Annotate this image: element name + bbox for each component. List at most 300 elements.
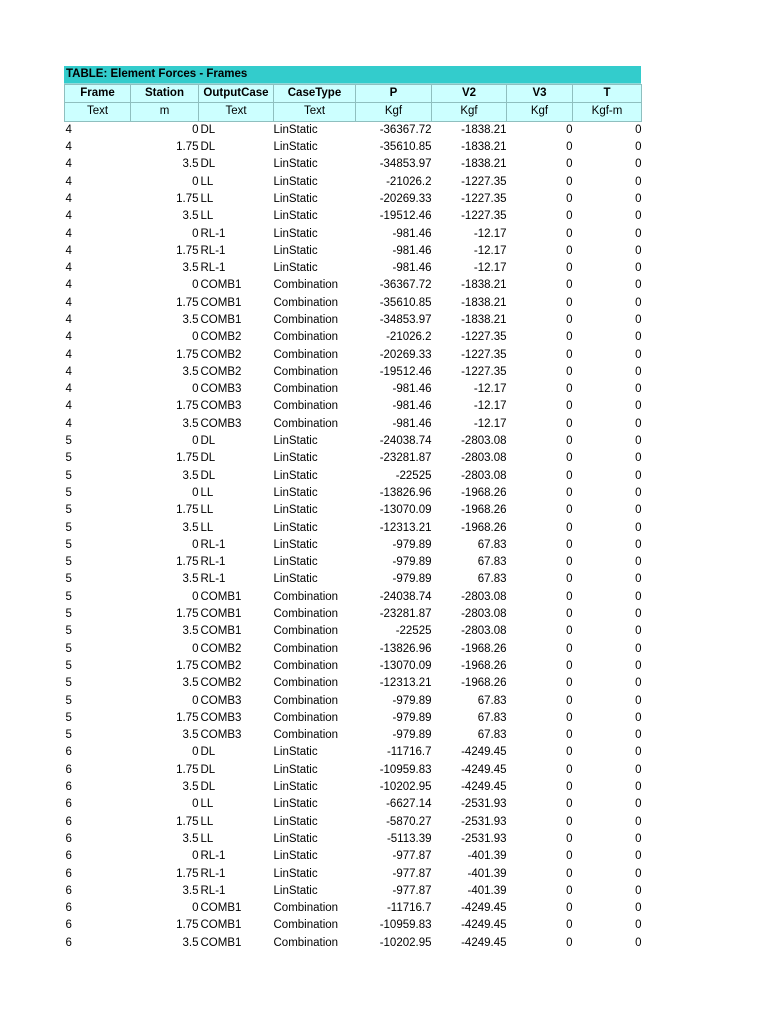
cell-frame[interactable]: 6 (65, 798, 72, 811)
cell-station[interactable]: 1.75 (176, 608, 199, 621)
cell-p[interactable]: -981.46 (392, 244, 432, 257)
cell-frame[interactable]: 5 (65, 504, 72, 517)
cell-v3[interactable]: 0 (566, 729, 573, 742)
cell-v2[interactable]: -12.17 (473, 262, 507, 275)
cell-t[interactable]: 0 (635, 642, 642, 655)
cell-p[interactable]: -34853.97 (379, 314, 432, 326)
cell-p[interactable]: -979.89 (392, 729, 432, 742)
cell-frame[interactable]: 6 (65, 763, 72, 776)
cell-t[interactable]: 0 (635, 486, 642, 499)
cell-v3[interactable]: 0 (566, 538, 573, 551)
cell-outputcase[interactable]: RL-1 (200, 538, 226, 551)
cell-frame[interactable]: 4 (65, 383, 72, 396)
cell-station[interactable]: 1.75 (176, 141, 199, 154)
cell-v3[interactable]: 0 (566, 798, 573, 811)
cell-frame[interactable]: 5 (65, 452, 72, 465)
cell-station[interactable]: 1.75 (176, 400, 199, 413)
cell-t[interactable]: 0 (635, 123, 642, 136)
cell-v2[interactable]: -1227.35 (461, 210, 507, 223)
cell-casetype[interactable]: LinStatic (273, 192, 318, 205)
cell-outputcase[interactable]: COMB3 (200, 729, 242, 742)
cell-v3[interactable]: 0 (566, 452, 573, 465)
cell-frame[interactable]: 5 (65, 486, 72, 499)
cell-p[interactable]: -19512.46 (379, 210, 432, 223)
cell-p[interactable]: -36367.72 (379, 123, 432, 136)
cell-v3[interactable]: 0 (566, 365, 573, 378)
cell-p[interactable]: -5870.27 (386, 815, 432, 828)
cell-v3[interactable]: 0 (566, 296, 573, 309)
cell-casetype[interactable]: LinStatic (273, 850, 318, 863)
cell-station[interactable]: 3.5 (182, 365, 199, 378)
cell-t[interactable]: 0 (635, 469, 642, 482)
cell-station[interactable]: 3.5 (182, 573, 199, 586)
cell-p[interactable]: -981.46 (392, 227, 432, 240)
cell-v2[interactable]: -4249.45 (461, 746, 507, 759)
cell-frame[interactable]: 5 (65, 469, 72, 482)
cell-v3[interactable]: 0 (566, 244, 573, 257)
cell-outputcase[interactable]: LL (200, 192, 214, 205)
cell-casetype[interactable]: Combination (273, 902, 339, 915)
cell-p[interactable]: -6627.14 (386, 798, 432, 811)
cell-outputcase[interactable]: COMB3 (200, 711, 242, 724)
cell-frame[interactable]: 6 (65, 867, 72, 880)
cell-v2[interactable]: 67.83 (477, 556, 507, 569)
cell-outputcase[interactable]: DL (200, 469, 216, 482)
cell-outputcase[interactable]: COMB2 (200, 642, 242, 655)
cell-station[interactable]: 1.75 (176, 556, 199, 569)
cell-p[interactable]: -5113.39 (386, 832, 432, 845)
cell-v3[interactable]: 0 (566, 902, 573, 915)
cell-casetype[interactable]: LinStatic (273, 746, 318, 759)
cell-v2[interactable]: -401.39 (467, 884, 507, 897)
cell-v3[interactable]: 0 (566, 884, 573, 897)
cell-t[interactable]: 0 (635, 504, 642, 517)
cell-t[interactable]: 0 (635, 158, 642, 171)
cell-t[interactable]: 0 (635, 331, 642, 344)
cell-outputcase[interactable]: RL-1 (200, 884, 226, 897)
cell-t[interactable]: 0 (635, 452, 642, 465)
cell-casetype[interactable]: Combination (273, 936, 339, 949)
cell-v2[interactable]: -12.17 (473, 244, 507, 257)
cell-casetype[interactable]: Combination (273, 729, 339, 742)
cell-outputcase[interactable]: LL (200, 504, 214, 517)
cell-v2[interactable]: -1968.26 (461, 677, 507, 690)
cell-casetype[interactable]: Combination (273, 279, 339, 292)
cell-v2[interactable]: -1227.35 (461, 331, 507, 344)
cell-frame[interactable]: 4 (65, 331, 72, 344)
cell-outputcase[interactable]: DL (200, 141, 216, 154)
column-header-t[interactable]: T (573, 85, 642, 103)
cell-frame[interactable]: 4 (65, 210, 72, 223)
cell-v2[interactable]: -2531.93 (461, 815, 507, 828)
cell-t[interactable]: 0 (635, 573, 642, 586)
cell-station[interactable]: 1.75 (176, 763, 199, 776)
cell-v3[interactable]: 0 (566, 192, 573, 205)
cell-station[interactable]: 0 (192, 227, 199, 240)
cell-t[interactable]: 0 (635, 244, 642, 257)
cell-v2[interactable]: 67.83 (477, 694, 507, 707)
cell-frame[interactable]: 5 (65, 625, 72, 638)
column-header-p[interactable]: P (356, 85, 432, 103)
cell-outputcase[interactable]: RL-1 (200, 227, 226, 240)
cell-v3[interactable]: 0 (566, 383, 573, 396)
cell-t[interactable]: 0 (635, 729, 642, 742)
cell-t[interactable]: 0 (635, 781, 642, 794)
cell-casetype[interactable]: LinStatic (273, 158, 318, 171)
cell-frame[interactable]: 4 (65, 262, 72, 275)
cell-t[interactable]: 0 (635, 867, 642, 880)
cell-station[interactable]: 3.5 (182, 469, 199, 482)
cell-frame[interactable]: 5 (65, 521, 72, 534)
cell-outputcase[interactable]: DL (200, 763, 216, 776)
cell-p[interactable]: -979.89 (392, 556, 432, 569)
cell-p[interactable]: -981.46 (392, 262, 432, 275)
cell-v3[interactable]: 0 (566, 781, 573, 794)
cell-casetype[interactable]: Combination (273, 659, 339, 672)
cell-p[interactable]: -10959.83 (379, 763, 432, 776)
cell-v3[interactable]: 0 (566, 504, 573, 517)
cell-t[interactable]: 0 (635, 141, 642, 154)
cell-t[interactable]: 0 (635, 314, 642, 326)
unit-casetype[interactable]: Text (274, 103, 356, 121)
cell-v2[interactable]: -1968.26 (461, 642, 507, 655)
cell-station[interactable]: 1.75 (176, 867, 199, 880)
cell-frame[interactable]: 5 (65, 573, 72, 586)
cell-v2[interactable]: -2803.08 (461, 608, 507, 621)
cell-p[interactable]: -21026.2 (386, 175, 432, 188)
cell-t[interactable]: 0 (635, 175, 642, 188)
cell-v2[interactable]: -1838.21 (461, 296, 507, 309)
cell-v2[interactable]: -4249.45 (461, 936, 507, 949)
cell-casetype[interactable]: Combination (273, 314, 339, 326)
cell-casetype[interactable]: LinStatic (273, 798, 318, 811)
cell-station[interactable]: 3.5 (182, 781, 199, 794)
cell-outputcase[interactable]: LL (200, 832, 214, 845)
cell-p[interactable]: -12313.21 (379, 521, 432, 534)
cell-outputcase[interactable]: RL-1 (200, 867, 226, 880)
unit-p[interactable]: Kgf (356, 103, 432, 121)
cell-v3[interactable]: 0 (566, 746, 573, 759)
cell-outputcase[interactable]: LL (200, 175, 214, 188)
cell-p[interactable]: -10959.83 (379, 919, 432, 932)
cell-outputcase[interactable]: COMB1 (200, 279, 242, 292)
cell-v2[interactable]: -2803.08 (461, 452, 507, 465)
cell-p[interactable]: -10202.95 (379, 936, 432, 949)
cell-station[interactable]: 1.75 (176, 815, 199, 828)
cell-t[interactable]: 0 (635, 227, 642, 240)
cell-outputcase[interactable]: COMB3 (200, 417, 242, 430)
cell-p[interactable]: -979.89 (392, 538, 432, 551)
cell-v3[interactable]: 0 (566, 850, 573, 863)
cell-t[interactable]: 0 (635, 902, 642, 915)
cell-p[interactable]: -19512.46 (379, 365, 432, 378)
cell-v2[interactable]: -1838.21 (461, 141, 507, 154)
cell-outputcase[interactable]: DL (200, 435, 216, 448)
cell-p[interactable]: -34853.97 (379, 158, 432, 171)
cell-station[interactable]: 3.5 (182, 521, 199, 534)
cell-frame[interactable]: 5 (65, 642, 72, 655)
cell-v2[interactable]: 67.83 (477, 538, 507, 551)
cell-station[interactable]: 0 (192, 123, 199, 136)
cell-frame[interactable]: 4 (65, 158, 72, 171)
cell-outputcase[interactable]: RL-1 (200, 850, 226, 863)
cell-casetype[interactable]: Combination (273, 590, 339, 603)
cell-t[interactable]: 0 (635, 832, 642, 845)
cell-t[interactable]: 0 (635, 383, 642, 396)
cell-station[interactable]: 3.5 (182, 625, 199, 638)
cell-outputcase[interactable]: LL (200, 815, 214, 828)
cell-t[interactable]: 0 (635, 694, 642, 707)
cell-p[interactable]: -36367.72 (379, 279, 432, 292)
unit-outputcase[interactable]: Text (199, 103, 274, 121)
cell-v3[interactable]: 0 (566, 486, 573, 499)
cell-casetype[interactable]: Combination (273, 919, 339, 932)
cell-casetype[interactable]: LinStatic (273, 504, 318, 517)
cell-p[interactable]: -20269.33 (379, 192, 432, 205)
cell-outputcase[interactable]: COMB2 (200, 331, 242, 344)
cell-v3[interactable]: 0 (566, 175, 573, 188)
cell-station[interactable]: 1.75 (176, 192, 199, 205)
cell-v3[interactable]: 0 (566, 936, 573, 949)
cell-station[interactable]: 0 (192, 331, 199, 344)
cell-frame[interactable]: 5 (65, 729, 72, 742)
cell-frame[interactable]: 6 (65, 832, 72, 845)
cell-v2[interactable]: 67.83 (477, 729, 507, 742)
cell-outputcase[interactable]: DL (200, 781, 216, 794)
cell-frame[interactable]: 6 (65, 815, 72, 828)
cell-t[interactable]: 0 (635, 798, 642, 811)
cell-outputcase[interactable]: COMB1 (200, 919, 242, 932)
cell-v3[interactable]: 0 (566, 123, 573, 136)
cell-t[interactable]: 0 (635, 296, 642, 309)
cell-v3[interactable]: 0 (566, 711, 573, 724)
cell-p[interactable]: -979.89 (392, 711, 432, 724)
cell-frame[interactable]: 6 (65, 781, 72, 794)
cell-t[interactable]: 0 (635, 538, 642, 551)
cell-casetype[interactable]: LinStatic (273, 123, 318, 136)
cell-casetype[interactable]: LinStatic (273, 262, 318, 275)
cell-v2[interactable]: -1227.35 (461, 365, 507, 378)
cell-frame[interactable]: 5 (65, 711, 72, 724)
cell-frame[interactable]: 4 (65, 227, 72, 240)
cell-v2[interactable]: -2803.08 (461, 625, 507, 638)
cell-p[interactable]: -12313.21 (379, 677, 432, 690)
cell-p[interactable]: -21026.2 (386, 331, 432, 344)
cell-p[interactable]: -23281.87 (379, 608, 432, 621)
cell-t[interactable]: 0 (635, 763, 642, 776)
cell-v2[interactable]: -12.17 (473, 383, 507, 396)
cell-frame[interactable]: 4 (65, 296, 72, 309)
cell-station[interactable]: 0 (192, 279, 199, 292)
cell-outputcase[interactable]: DL (200, 123, 216, 136)
cell-frame[interactable]: 4 (65, 365, 72, 378)
cell-v2[interactable]: -2531.93 (461, 832, 507, 845)
cell-v2[interactable]: -12.17 (473, 400, 507, 413)
cell-p[interactable]: -35610.85 (379, 296, 432, 309)
cell-casetype[interactable]: LinStatic (273, 141, 318, 154)
cell-outputcase[interactable]: COMB1 (200, 296, 242, 309)
cell-casetype[interactable]: LinStatic (273, 486, 318, 499)
cell-frame[interactable]: 6 (65, 884, 72, 897)
cell-p[interactable]: -11716.7 (386, 902, 432, 915)
cell-v3[interactable]: 0 (566, 590, 573, 603)
cell-station[interactable]: 0 (192, 538, 199, 551)
cell-outputcase[interactable]: RL-1 (200, 573, 226, 586)
unit-station[interactable]: m (131, 103, 199, 121)
cell-v3[interactable]: 0 (566, 763, 573, 776)
cell-frame[interactable]: 4 (65, 400, 72, 413)
cell-v2[interactable]: -1968.26 (461, 521, 507, 534)
cell-casetype[interactable]: LinStatic (273, 781, 318, 794)
cell-p[interactable]: -24038.74 (379, 435, 432, 448)
cell-t[interactable]: 0 (635, 746, 642, 759)
cell-t[interactable]: 0 (635, 348, 642, 361)
cell-frame[interactable]: 6 (65, 902, 72, 915)
cell-v3[interactable]: 0 (566, 158, 573, 171)
cell-t[interactable]: 0 (635, 417, 642, 430)
cell-casetype[interactable]: Combination (273, 608, 339, 621)
cell-frame[interactable]: 5 (65, 608, 72, 621)
cell-v2[interactable]: -1838.21 (461, 314, 507, 326)
cell-casetype[interactable]: LinStatic (273, 538, 318, 551)
cell-casetype[interactable]: Combination (273, 625, 339, 638)
cell-v3[interactable]: 0 (566, 314, 573, 326)
cell-frame[interactable]: 4 (65, 244, 72, 257)
cell-v3[interactable]: 0 (566, 694, 573, 707)
cell-outputcase[interactable]: LL (200, 486, 214, 499)
cell-casetype[interactable]: LinStatic (273, 884, 318, 897)
cell-outputcase[interactable]: COMB2 (200, 365, 242, 378)
cell-p[interactable]: -35610.85 (379, 141, 432, 154)
cell-station[interactable]: 0 (192, 590, 199, 603)
cell-outputcase[interactable]: DL (200, 158, 216, 171)
cell-v3[interactable]: 0 (566, 556, 573, 569)
unit-v3[interactable]: Kgf (507, 103, 573, 121)
cell-v2[interactable]: -1968.26 (461, 659, 507, 672)
cell-v2[interactable]: 67.83 (477, 711, 507, 724)
column-header-v3[interactable]: V3 (507, 85, 573, 103)
cell-t[interactable]: 0 (635, 192, 642, 205)
cell-outputcase[interactable]: LL (200, 210, 214, 223)
cell-frame[interactable]: 5 (65, 556, 72, 569)
cell-casetype[interactable]: Combination (273, 296, 339, 309)
cell-t[interactable]: 0 (635, 625, 642, 638)
cell-v3[interactable]: 0 (566, 573, 573, 586)
cell-v3[interactable]: 0 (566, 400, 573, 413)
cell-frame[interactable]: 5 (65, 590, 72, 603)
cell-v3[interactable]: 0 (566, 210, 573, 223)
cell-t[interactable]: 0 (635, 884, 642, 897)
cell-station[interactable]: 0 (192, 383, 199, 396)
cell-v2[interactable]: -401.39 (467, 867, 507, 880)
cell-frame[interactable]: 6 (65, 850, 72, 863)
cell-casetype[interactable]: Combination (273, 365, 339, 378)
cell-v3[interactable]: 0 (566, 625, 573, 638)
cell-casetype[interactable]: Combination (273, 383, 339, 396)
cell-outputcase[interactable]: COMB2 (200, 348, 242, 361)
cell-v2[interactable]: -2803.08 (461, 590, 507, 603)
cell-v2[interactable]: -1227.35 (461, 175, 507, 188)
cell-outputcase[interactable]: COMB1 (200, 625, 242, 638)
cell-frame[interactable]: 4 (65, 192, 72, 205)
cell-v2[interactable]: -12.17 (473, 227, 507, 240)
cell-casetype[interactable]: Combination (273, 642, 339, 655)
cell-t[interactable]: 0 (635, 521, 642, 534)
cell-casetype[interactable]: LinStatic (273, 210, 318, 223)
cell-p[interactable]: -23281.87 (379, 452, 432, 465)
cell-t[interactable]: 0 (635, 677, 642, 690)
cell-casetype[interactable]: Combination (273, 348, 339, 361)
cell-t[interactable]: 0 (635, 435, 642, 448)
cell-v3[interactable]: 0 (566, 677, 573, 690)
cell-station[interactable]: 0 (192, 902, 199, 915)
cell-v2[interactable]: -1968.26 (461, 504, 507, 517)
cell-v3[interactable]: 0 (566, 832, 573, 845)
cell-outputcase[interactable]: COMB1 (200, 590, 242, 603)
cell-station[interactable]: 1.75 (176, 711, 199, 724)
cell-v2[interactable]: -1227.35 (461, 192, 507, 205)
cell-frame[interactable]: 6 (65, 919, 72, 932)
cell-casetype[interactable]: LinStatic (273, 815, 318, 828)
cell-p[interactable]: -13070.09 (379, 504, 432, 517)
cell-v2[interactable]: -1838.21 (461, 158, 507, 171)
cell-p[interactable]: -22525 (395, 469, 432, 482)
cell-outputcase[interactable]: COMB1 (200, 936, 242, 949)
cell-v3[interactable]: 0 (566, 521, 573, 534)
cell-v3[interactable]: 0 (566, 435, 573, 448)
cell-p[interactable]: -981.46 (392, 417, 432, 430)
cell-t[interactable]: 0 (635, 608, 642, 621)
cell-v3[interactable]: 0 (566, 417, 573, 430)
cell-v2[interactable]: -1227.35 (461, 348, 507, 361)
cell-p[interactable]: -24038.74 (379, 590, 432, 603)
cell-casetype[interactable]: Combination (273, 694, 339, 707)
cell-t[interactable]: 0 (635, 262, 642, 275)
cell-t[interactable]: 0 (635, 936, 642, 949)
cell-p[interactable]: -13070.09 (379, 659, 432, 672)
cell-station[interactable]: 3.5 (182, 677, 199, 690)
cell-t[interactable]: 0 (635, 365, 642, 378)
cell-v2[interactable]: -2531.93 (461, 798, 507, 811)
cell-outputcase[interactable]: LL (200, 521, 214, 534)
cell-p[interactable]: -977.87 (392, 850, 432, 863)
cell-outputcase[interactable]: COMB3 (200, 400, 242, 413)
cell-station[interactable]: 1.75 (176, 244, 199, 257)
cell-casetype[interactable]: Combination (273, 400, 339, 413)
cell-outputcase[interactable]: COMB1 (200, 902, 242, 915)
cell-casetype[interactable]: Combination (273, 331, 339, 344)
cell-v3[interactable]: 0 (566, 642, 573, 655)
cell-v3[interactable]: 0 (566, 262, 573, 275)
cell-station[interactable]: 1.75 (176, 659, 199, 672)
cell-frame[interactable]: 4 (65, 417, 72, 430)
cell-casetype[interactable]: LinStatic (273, 867, 318, 880)
cell-casetype[interactable]: LinStatic (273, 469, 318, 482)
cell-casetype[interactable]: Combination (273, 711, 339, 724)
cell-station[interactable]: 1.75 (176, 348, 199, 361)
cell-frame[interactable]: 4 (65, 348, 72, 361)
column-header-v2[interactable]: V2 (432, 85, 507, 103)
cell-outputcase[interactable]: COMB2 (200, 677, 242, 690)
unit-frame[interactable]: Text (65, 103, 131, 121)
cell-v2[interactable]: 67.83 (477, 573, 507, 586)
cell-outputcase[interactable]: DL (200, 452, 216, 465)
cell-v3[interactable]: 0 (566, 141, 573, 154)
cell-casetype[interactable]: LinStatic (273, 435, 318, 448)
cell-station[interactable]: 3.5 (182, 832, 199, 845)
cell-outputcase[interactable]: COMB3 (200, 383, 242, 396)
cell-outputcase[interactable]: COMB2 (200, 659, 242, 672)
